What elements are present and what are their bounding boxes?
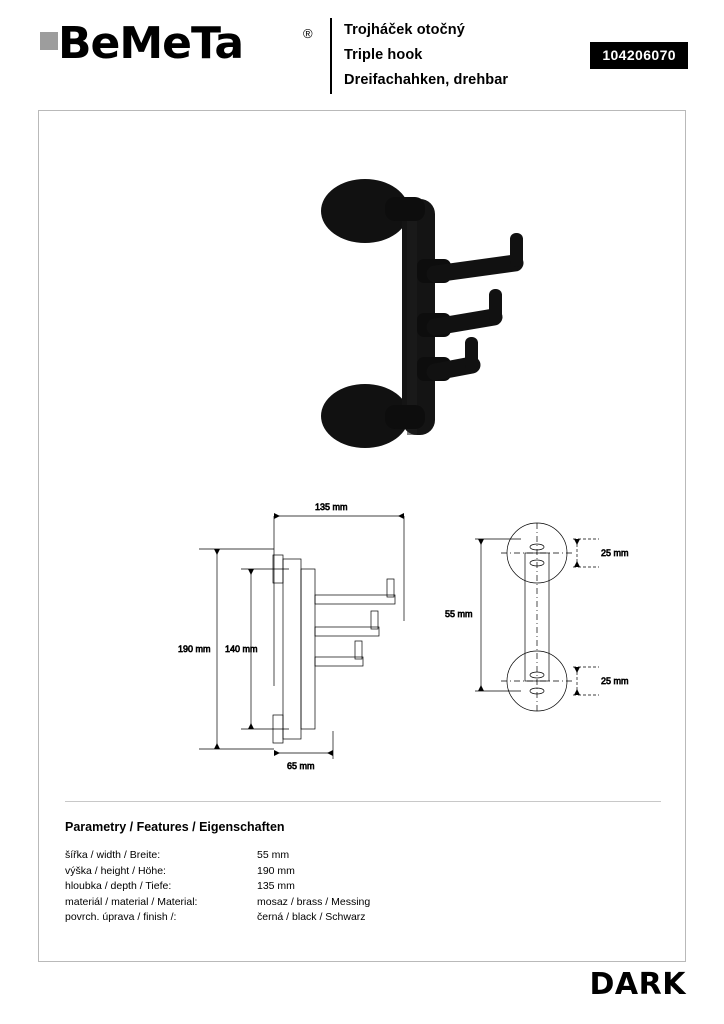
parameter-label: materiál / material / Material: xyxy=(65,895,198,908)
parameter-value: 135 mm xyxy=(257,880,295,892)
page-header xyxy=(38,18,688,96)
parameter-value: 190 mm xyxy=(257,864,295,877)
dim-front-width: 135 mm xyxy=(315,502,348,512)
brand-logo xyxy=(38,18,318,86)
product-title-de: Dreifachahken, drehbar xyxy=(344,72,509,88)
parameters-title: Parametry / Features / Eigenschaften xyxy=(65,820,285,834)
parameters-divider xyxy=(65,801,661,802)
parameter-label: povrch. úprava / finish /: xyxy=(65,911,177,923)
parameter-row xyxy=(65,895,661,911)
parameter-row xyxy=(65,848,661,864)
dim-side-bottom: 25 mm xyxy=(601,676,629,686)
parameter-label: výška / height / Höhe: xyxy=(65,864,166,877)
product-titles xyxy=(344,18,604,93)
parameter-value: mosaz / brass / Messing xyxy=(257,895,371,908)
parameters-section xyxy=(65,801,661,926)
content-panel xyxy=(38,110,686,962)
registered-trademark-icon: ® xyxy=(303,26,313,41)
dim-side-height: 55 mm xyxy=(445,609,473,619)
logo-square-icon xyxy=(40,32,58,50)
header-divider xyxy=(330,18,332,94)
parameter-value: černá / black / Schwarz xyxy=(257,911,366,923)
collection-name: DARK xyxy=(589,967,686,1002)
parameter-label: šířka / width / Breite: xyxy=(65,849,161,861)
dim-front-height-inner: 140 mm xyxy=(225,644,258,654)
product-illustration xyxy=(289,141,559,461)
parameter-label: hloubka / depth / Tiefe: xyxy=(65,880,172,892)
product-title-en: Triple hook xyxy=(344,47,423,63)
dim-front-height-outer: 190 mm xyxy=(178,644,211,654)
product-code-badge: 104206070 xyxy=(590,42,688,69)
dim-front-depth: 65 mm xyxy=(287,761,315,771)
parameter-value: 55 mm xyxy=(257,849,290,861)
product-title-cs: Trojháček otočný xyxy=(344,22,465,38)
parameter-row xyxy=(65,864,661,880)
parameter-row xyxy=(65,879,661,895)
dim-side-top: 25 mm xyxy=(601,548,629,558)
product-image xyxy=(289,141,559,461)
technical-drawings xyxy=(129,491,649,781)
brand-name: BeMeTa xyxy=(58,18,244,69)
parameter-row xyxy=(65,910,661,926)
